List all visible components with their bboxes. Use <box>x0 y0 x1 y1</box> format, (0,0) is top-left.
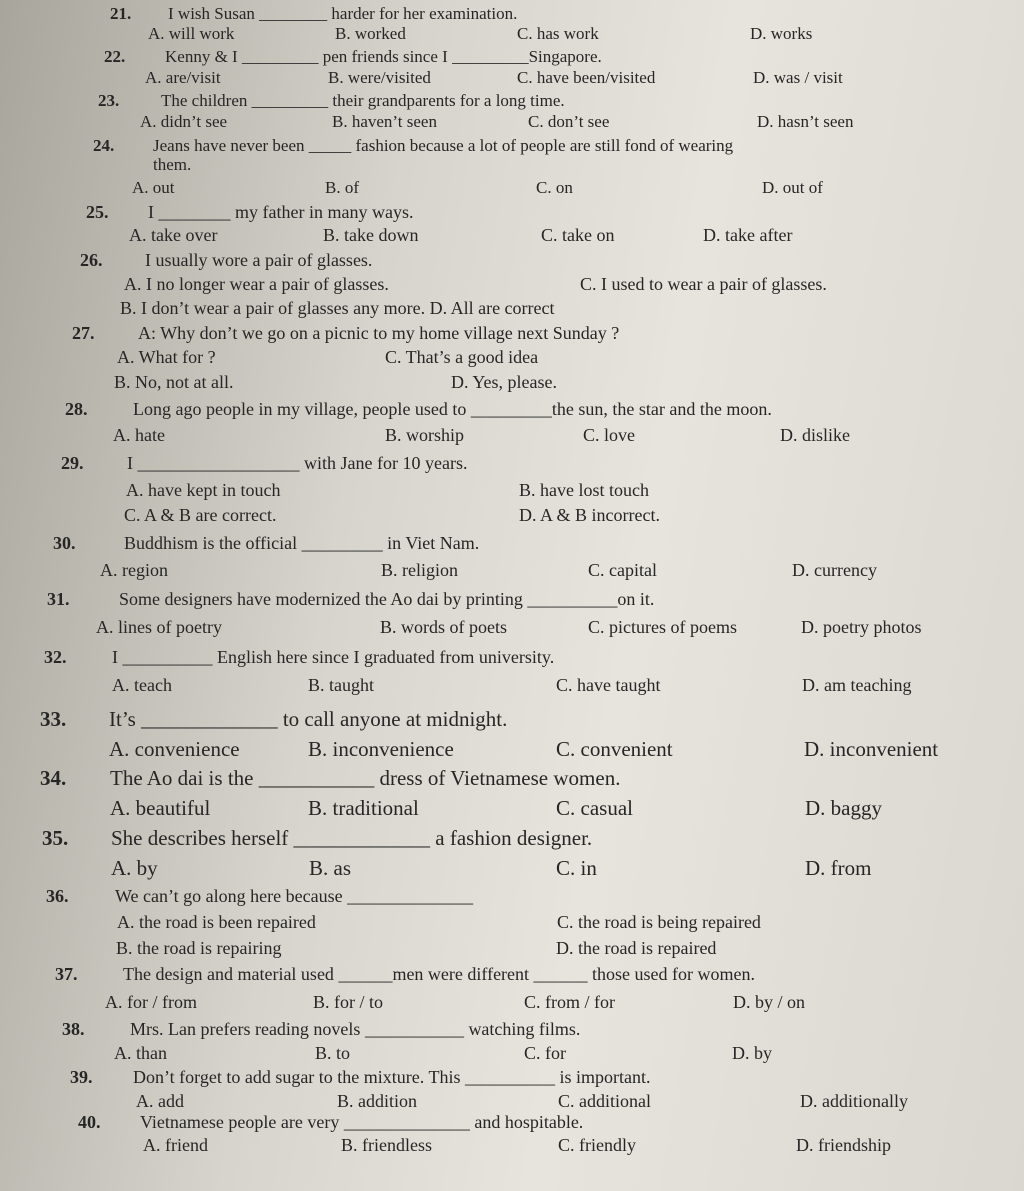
question-number: 36. <box>46 886 69 906</box>
answer-option: C. in <box>556 856 597 880</box>
question-text <box>145 250 372 271</box>
answer-option: B. worship <box>385 425 465 445</box>
answer-option: C. from / for <box>524 992 615 1012</box>
answer-option: D. inconvenient <box>804 737 939 761</box>
question-text-part: Some designers have modernized the Ao dai by printing <box>119 589 528 609</box>
answer-blank: ______ <box>533 964 588 984</box>
question-number: 33. <box>40 707 67 731</box>
question-number: 22. <box>104 47 126 66</box>
answer-option: C. additional <box>558 1091 651 1111</box>
answer-blank: ________ <box>158 202 231 222</box>
question-text-part: dress of Vietnamese women. <box>374 766 621 790</box>
question-text <box>140 1112 583 1133</box>
question-text-part: It’s <box>109 707 142 731</box>
answer-option: C. take on <box>541 225 615 245</box>
answer-option: C. for <box>524 1043 566 1063</box>
answer-option: A. for / from <box>105 992 197 1012</box>
question-text-part: I wish Susan <box>168 4 260 23</box>
question-text-part: and hospitable. <box>469 1112 584 1132</box>
answer-blank: _____ <box>308 136 352 155</box>
answer-option: D. take after <box>703 225 793 245</box>
question-text-part: The design and material used <box>123 964 339 984</box>
answer-option: A. have kept in touch <box>126 480 281 500</box>
answer-option: C. capital <box>588 560 657 580</box>
answer-option: A. out <box>132 178 175 197</box>
answer-option: B. of <box>325 178 359 197</box>
answer-option: C. don’t see <box>528 112 610 131</box>
question-text-part: those used for women. <box>587 964 756 984</box>
answer-option: C. I used to wear a pair of glasses. <box>580 274 827 294</box>
question-text <box>124 533 479 554</box>
answer-option: B. to <box>315 1043 351 1063</box>
question-text-part: Kenny & I <box>165 47 242 66</box>
answer-option: C. friendly <box>558 1135 636 1155</box>
answer-option: B. No, not at all. <box>114 372 234 392</box>
answer-option: D. baggy <box>805 796 882 820</box>
question-text <box>112 647 554 668</box>
question-text-part: I usually wore a pair of glasses. <box>145 250 373 270</box>
question-text-part: English here since I graduated from university. <box>212 647 555 667</box>
question-number: 25. <box>86 202 109 222</box>
answer-blank: __________________ <box>137 453 300 473</box>
answer-option: B. haven’t seen <box>332 112 437 131</box>
answer-option: C. the road is being repaired <box>557 912 761 932</box>
answer-option: B. for / to <box>313 992 383 1012</box>
question-text <box>109 707 507 732</box>
question-text <box>165 47 602 67</box>
answer-option: B. as <box>309 856 351 880</box>
question-text-part: We can’t go along here because <box>115 886 348 906</box>
answer-option: A. region <box>100 560 168 580</box>
answer-blank: _____________ <box>141 707 278 731</box>
question-number: 27. <box>72 323 95 343</box>
question-text-continued: them. <box>153 155 192 174</box>
question-text <box>148 202 413 223</box>
question-number: 31. <box>47 589 70 609</box>
answer-option: A. by <box>111 856 158 880</box>
answer-option: A. beautiful <box>110 796 211 820</box>
question-text-part: The children <box>161 91 252 110</box>
answer-option: A. the road is been repaired <box>117 912 316 932</box>
answer-option: D. works <box>750 24 813 43</box>
answer-blank: _________ <box>251 91 329 110</box>
answer-option: D. from <box>805 856 872 880</box>
answer-option: D. the road is repaired <box>556 938 717 958</box>
answer-option: D. friendship <box>796 1135 891 1155</box>
answer-blank: _________ <box>301 533 383 553</box>
question-number: 39. <box>70 1067 93 1087</box>
question-number: 21. <box>110 4 132 23</box>
answer-blank: ______________ <box>347 886 474 906</box>
question-text <box>133 1067 650 1088</box>
answer-option: C. on <box>536 178 573 197</box>
question-text <box>138 323 619 344</box>
question-text-part: fashion because a lot of people are still fond of wearing <box>351 136 734 155</box>
question-text-part: Don’t forget to add sugar to the mixture. This <box>133 1067 465 1087</box>
answer-option: A. will work <box>148 24 235 43</box>
question-number: 38. <box>62 1019 85 1039</box>
answer-blank: _________ <box>241 47 319 66</box>
answer-blank: ______ <box>338 964 393 984</box>
answer-option: D. was / visit <box>753 68 843 87</box>
question-text-part: harder for her examination. <box>327 4 518 23</box>
question-text-part: in Viet Nam. <box>382 533 480 553</box>
answer-option: B. taught <box>308 675 374 695</box>
question-text-part: I <box>112 647 123 667</box>
answer-option: A. take over <box>129 225 218 245</box>
question-text <box>133 399 772 420</box>
answer-option: A. What for ? <box>117 347 216 367</box>
answer-option: A. friend <box>143 1135 208 1155</box>
question-text-part: on it. <box>617 589 655 609</box>
question-text <box>130 1019 580 1040</box>
question-text-part: is important. <box>554 1067 651 1087</box>
answer-option: B. the road is repairing <box>116 938 282 958</box>
question-text-part: a fashion designer. <box>430 826 593 850</box>
question-text-part: with Jane for 10 years. <box>299 453 468 473</box>
answer-option: A. add <box>136 1091 184 1111</box>
question-text <box>123 964 755 985</box>
answer-option: A. convenience <box>109 737 240 761</box>
question-text <box>111 826 592 851</box>
answer-option: B. words of poets <box>380 617 507 637</box>
answer-option: C. casual <box>556 796 633 820</box>
question-text <box>115 886 473 907</box>
question-text <box>127 453 467 474</box>
answer-option: D. hasn’t seen <box>757 112 854 131</box>
question-text-part: Singapore. <box>528 47 602 66</box>
question-text-part: my father in many ways. <box>230 202 414 222</box>
question-number: 28. <box>65 399 88 419</box>
question-number: 30. <box>53 533 76 553</box>
question-number: 34. <box>40 766 67 790</box>
answer-option: D. am teaching <box>802 675 912 695</box>
answer-blank: _________ <box>470 399 552 419</box>
answer-blank: ________ <box>259 4 328 23</box>
answer-blank: _____________ <box>293 826 431 850</box>
answer-option: B. friendless <box>341 1135 432 1155</box>
question-text-part: to call anyone at midnight. <box>277 707 508 731</box>
answer-option: C. have been/visited <box>517 68 656 87</box>
question-text-part: watching films. <box>463 1019 581 1039</box>
question-text-part: Long ago people in my village, people used to <box>133 399 471 419</box>
answer-option: C. convenient <box>556 737 673 761</box>
answer-option: C. That’s a good idea <box>385 347 539 367</box>
answer-option: B. addition <box>337 1091 417 1111</box>
answer-option: C. have taught <box>556 675 661 695</box>
question-text <box>153 136 733 156</box>
question-text <box>168 4 517 24</box>
answer-option: D. out of <box>762 178 823 197</box>
answer-option: A. lines of poetry <box>96 617 222 637</box>
question-text-part: Jeans have never been <box>153 136 309 155</box>
question-number: 40. <box>78 1112 101 1132</box>
answer-option: A. are/visit <box>145 68 221 87</box>
answer-blank: ___________ <box>364 1019 464 1039</box>
question-text-part: men were different <box>392 964 534 984</box>
answer-option: D. Yes, please. <box>451 372 557 392</box>
question-number: 29. <box>61 453 84 473</box>
answer-option: A. than <box>114 1043 167 1063</box>
question-text-part: Mrs. Lan prefers reading novels <box>130 1019 365 1039</box>
answer-option: B. religion <box>381 560 458 580</box>
question-number: 32. <box>44 647 67 667</box>
answer-option: B. I don’t wear a pair of glasses any more. D. All are correct <box>120 298 555 318</box>
answer-option: D. currency <box>792 560 877 580</box>
question-number: 23. <box>98 91 120 110</box>
answer-blank: __________ <box>527 589 618 609</box>
answer-blank: ___________ <box>258 766 375 790</box>
question-number: 35. <box>42 826 69 850</box>
question-text-part: I <box>127 453 138 473</box>
question-text-part: pen friends since I <box>318 47 453 66</box>
answer-option: A. I no longer wear a pair of glasses. <box>124 274 389 294</box>
answer-option: C. has work <box>517 24 599 43</box>
answer-option: B. were/visited <box>328 68 431 87</box>
answer-blank: __________ <box>122 647 213 667</box>
question-text <box>119 589 654 610</box>
question-number: 26. <box>80 250 103 270</box>
answer-option: D. A & B incorrect. <box>519 505 660 525</box>
answer-option: A. didn’t see <box>140 112 228 131</box>
answer-option: D. additionally <box>800 1091 908 1111</box>
question-number: 24. <box>93 136 115 155</box>
answer-option: B. worked <box>335 24 406 43</box>
answer-option: C. love <box>583 425 635 445</box>
answer-blank: __________ <box>464 1067 555 1087</box>
question-text-part: the sun, the star and the moon. <box>551 399 772 419</box>
answer-option: D. by / on <box>733 992 805 1012</box>
answer-option: A. teach <box>112 675 172 695</box>
answer-option: D. by <box>732 1043 772 1063</box>
answer-option: B. take down <box>323 225 419 245</box>
answer-option: A. hate <box>113 425 165 445</box>
question-text-part: Buddhism is the official <box>124 533 302 553</box>
answer-option: C. A & B are correct. <box>124 505 277 525</box>
answer-option: B. inconvenience <box>308 737 454 761</box>
question-text-part: Vietnamese people are very <box>140 1112 344 1132</box>
answer-option: B. traditional <box>308 796 419 820</box>
question-text-part: She describes herself <box>111 826 294 850</box>
question-text-part: A: Why don’t we go on a picnic to my home village next Sunday ? <box>138 323 620 343</box>
question-text-part: The Ao dai is the <box>110 766 259 790</box>
question-text <box>110 766 620 791</box>
answer-option: D. poetry photos <box>801 617 922 637</box>
answer-option: D. dislike <box>780 425 850 445</box>
answer-option: C. pictures of poems <box>588 617 737 637</box>
question-text-part: I <box>148 202 159 222</box>
question-number: 37. <box>55 964 78 984</box>
question-text-part: their grandparents for a long time. <box>328 91 565 110</box>
answer-blank: _________ <box>452 47 529 66</box>
answer-blank: ______________ <box>343 1112 470 1132</box>
answer-option: B. have lost touch <box>519 480 649 500</box>
question-text <box>161 91 565 111</box>
